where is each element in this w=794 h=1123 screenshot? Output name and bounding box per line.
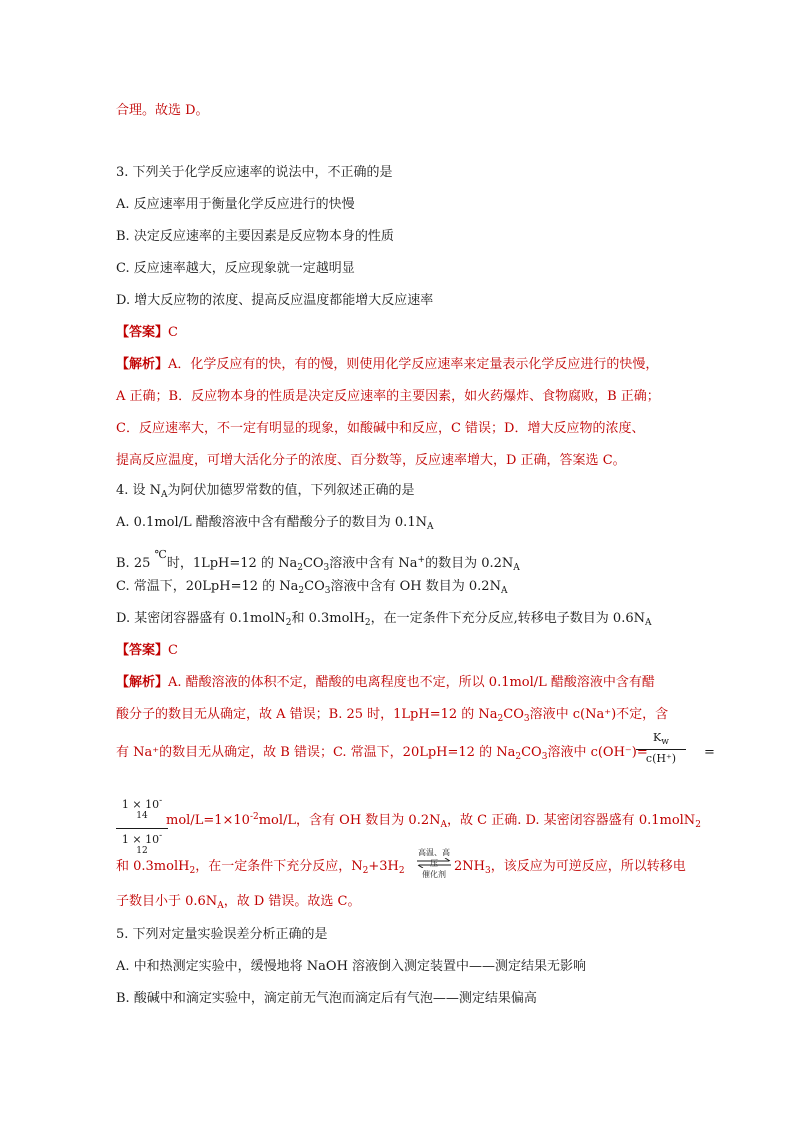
kw-fraction: $K_w$ c(H⁺) (636, 731, 686, 765)
q3-option-c: C. 反应速率越大，反应现象就一定越明显 (116, 261, 355, 276)
q4-option-c: C. 常温下，20LpH=12 的 $Na_2CO_3$溶液中含有 OH 数目为 $0.2N_A$ (116, 579, 508, 596)
previous-answer-tail: 合理。故选 D。 (116, 103, 209, 118)
reversible-arrow-icon: 高温、高压 催化剂 (418, 848, 450, 879)
q4-analysis-line-1: 【解析】A. 醋酸溶液的体积不定，醋酸的电离程度也不定，所以 0.1mol/L 醋酸溶液中含有醋 (116, 675, 655, 690)
q4-stem: 4. 设 $N_A$为阿伏加德罗常数的值，下列叙述正确的是 (116, 483, 415, 500)
q4-analysis-line-5: 和 0.3molH$_2$，在一定条件下充分反应，$N_2+3H_2$ (116, 859, 405, 876)
q4-option-b: B. 25 ℃时，1LpH=12 的 $Na_2CO_3$溶液中含有 Na+的数目为 $0.2N_A$ (116, 548, 520, 573)
q5-stem: 5. 下列对定量实验误差分析正确的是 (116, 927, 328, 942)
q4-analysis-line-6: 子数目小于 $0.6N_A$，故 D 错误。故选 C。 (116, 894, 361, 911)
q5-option-a: A. 中和热测定实验中，缓慢地将 NaOH 溶液倒入测定装置中——测定结果无影响 (116, 959, 587, 974)
q3-option-b: B. 决定反应速率的主要因素是反应物本身的性质 (116, 229, 394, 244)
q3-stem: 3. 下列关于化学反应速率的说法中，不正确的是 (116, 165, 393, 180)
q3-option-a: A. 反应速率用于衡量化学反应进行的快慢 (116, 197, 355, 212)
equals-sign: = (704, 745, 715, 760)
q3-analysis-line-1: 【解析】A．化学反应有的快，有的慢，则使用化学反应速率来定量表示化学反应进行的快慢， (116, 357, 659, 372)
q5-option-b: B. 酸碱中和滴定实验中，滴定前无气泡而滴定后有气泡——测定结果偏高 (116, 991, 537, 1006)
q3-analysis-line-2: A 正确；B．反应物本身的性质是决定反应速率的主要因素，如火药爆炸、食物腐败，B 正确； (116, 389, 660, 404)
q4-analysis-line-3: 有 Na⁺的数目无从确定，故 B 错误；C. 常温下，20LpH=12 的 $Na_2CO_3$溶液中 c(OH⁻)= (116, 745, 648, 762)
q3-answer: 【答案】C (116, 325, 178, 340)
q4-option-a: A. 0.1mol/L 醋酸溶液中含有醋酸分子的数目为 $0.1N_A$ (116, 515, 434, 532)
concentration-fraction: $1 \times 10^{- 14}$ $1 \times 10^{- 12}$ (116, 796, 168, 861)
q4-analysis-line-4: mol/$L=1\times 10^{-2}mol/L$，含有 OH 数目为 $0.2N_A$，故 C 正确. D. 某密闭容器盛有 0.1molN$_2$ (166, 812, 701, 830)
q4-analysis-line-2: 酸分子的数目无从确定，故 A 错误；B. 25 时，1LpH=12 的 $Na_2CO_3$溶液中 c(Na⁺)不定，含 (116, 707, 669, 724)
q4-analysis-line-5-tail: $2NH_3$，该反应为可逆反应，所以转移电 (454, 859, 686, 876)
q4-answer: 【答案】C (116, 643, 178, 658)
q3-option-d: D. 增大反应物的浓度、提高反应温度都能增大反应速率 (116, 293, 434, 308)
q3-analysis-line-3: C．反应速率大，不一定有明显的现象，如酸碱中和反应，C 错误；D．增大反应物的浓度、 (116, 421, 645, 436)
q3-analysis-line-4: 提高反应温度，可增大活化分子的浓度、百分数等，反应速率增大，D 正确，答案选 C。 (116, 453, 626, 468)
q4-option-d: D. 某密闭容器盛有 0.1molN$_2$和 0.3molH$_2$，在一定条件下充分反应,转移电子数目为 $0.6N_A$ (116, 611, 652, 628)
